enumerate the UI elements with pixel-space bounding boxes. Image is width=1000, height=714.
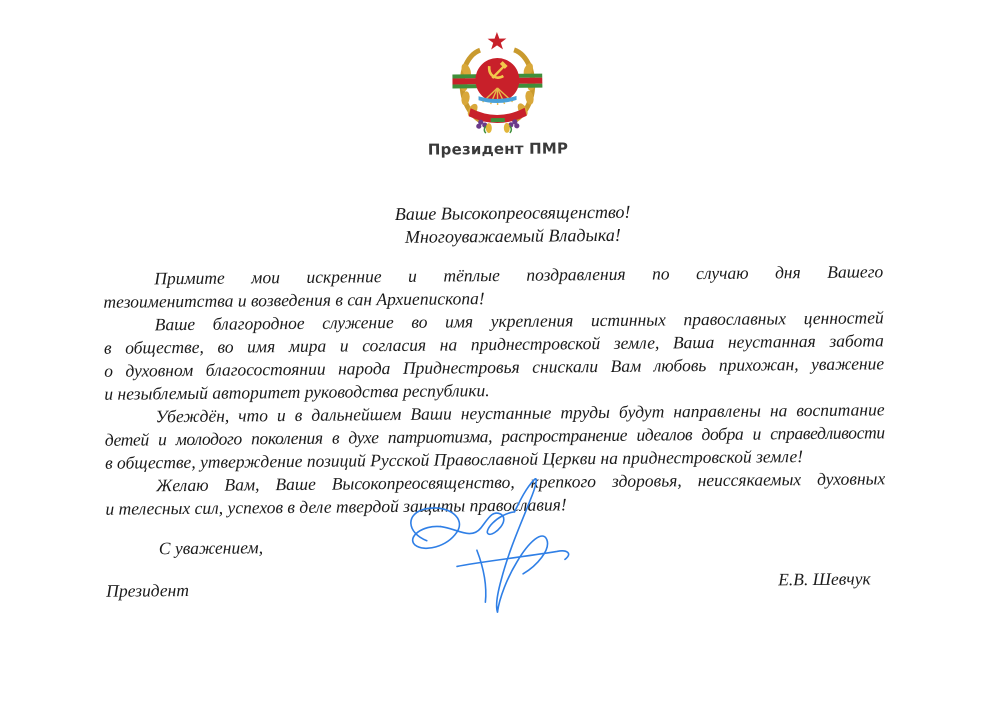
handwritten-signature-icon [396, 469, 587, 621]
body-line: тезоименитства и возведения в сан Архиепископа! [103, 287, 484, 313]
body-line: и телесных сил, успехов в деле твердой защиты православия! [105, 493, 566, 519]
body-line: Убеждён, что и в дальнейшем Ваши неустанные труды будут направлены на воспитание [155, 398, 884, 427]
closing-regards: С уважением, [159, 537, 263, 559]
pmr-coat-of-arms-icon [452, 30, 543, 135]
salutation-line-2: Многоуважаемый Владыка! [13, 221, 1000, 252]
body-line: о духовном благосостоянии народа Приднестровья снискали Вам любовь прихожан, уважение [104, 352, 884, 381]
body-line: в обществе, во имя мира и согласия на приднестровской земле, Ваша неустанная забота [104, 329, 884, 358]
salutation-line-1: Ваше Высокопреосвященство! [13, 198, 1000, 229]
body-line: Ваше благородное служение во имя укрепления истинных православных ценностей [155, 306, 884, 335]
org-title: Президент ПМР [0, 135, 998, 163]
signer-position: Президент [106, 580, 189, 602]
signer-name: Е.В. Шевчук [778, 568, 871, 590]
body-line: в обществе, утверждение позиций Русской Православной Церкви на приднестровской земле! [105, 445, 803, 474]
body-line: Примите мои искренние и тёплые поздравления по случаю дня Вашего [154, 260, 883, 289]
body-line: Желаю Вам, Ваше Высокопреосвященство, крепкого здоровья, неиссякаемых духовных [156, 467, 885, 496]
body-line: и незыблемый авторитет руководства республики. [104, 379, 489, 405]
body-line: детей и молодого поколения в духе патриотизма, распространение идеалов добра и справедливости [105, 421, 885, 450]
